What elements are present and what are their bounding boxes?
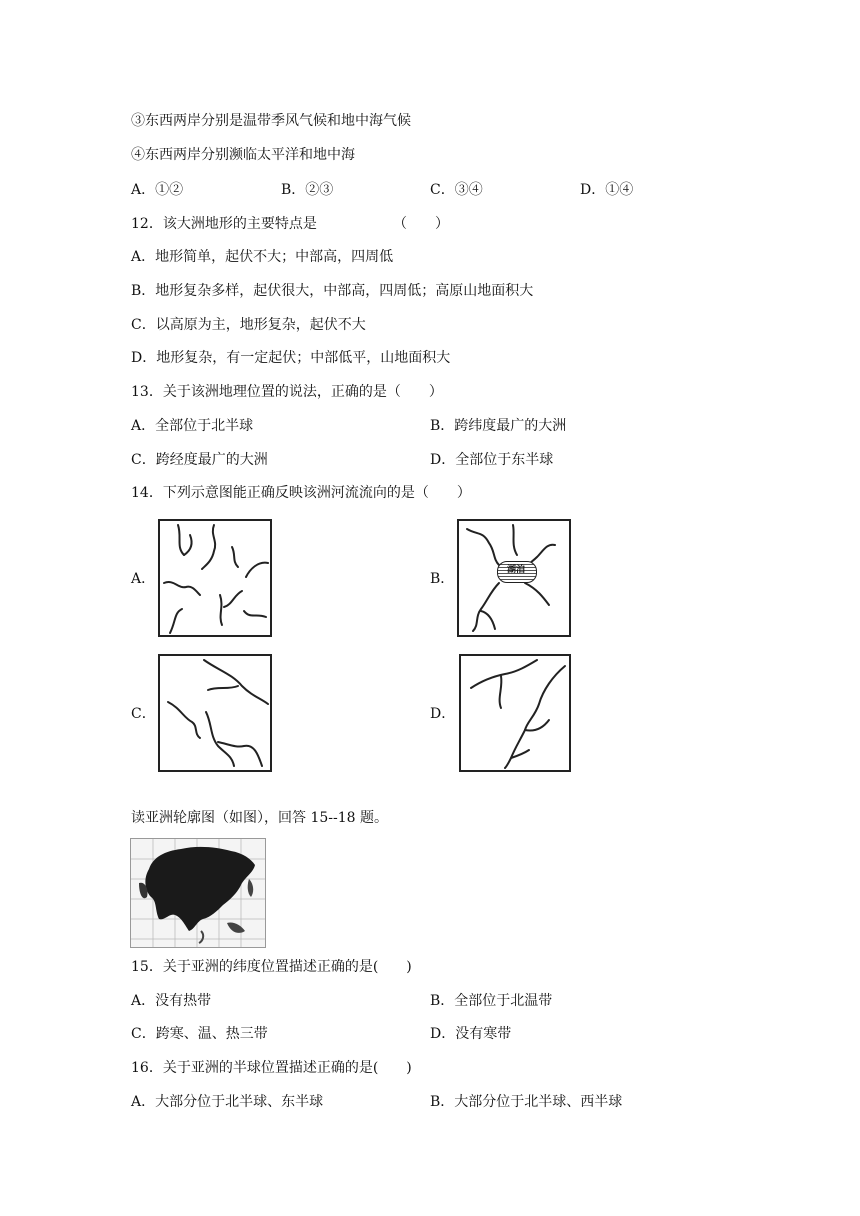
river-diagram-d <box>459 654 571 772</box>
river-diagram-c <box>158 654 272 772</box>
lake-label: 湖泊 <box>506 565 525 575</box>
q12-option-b: B．地形复杂多样，起伏很大，中部高，四周低；高原山地面积大 <box>131 283 534 299</box>
q14-label-c: C． <box>131 706 156 722</box>
q15-option-c: C．跨寒、温、热三带 <box>131 1026 268 1042</box>
q14-label-d: D． <box>430 706 456 722</box>
q14-label-b: B． <box>430 571 455 587</box>
q16-option-b: B．大部分位于北半球、西半球 <box>430 1094 623 1110</box>
statement-3: ③东西两岸分别是温带季风气候和地中海气候 <box>131 113 411 129</box>
asia-outline-map <box>130 838 266 948</box>
q12-option-c: C．以高原为主，地形复杂，起伏不大 <box>131 317 366 333</box>
river-diagram-b <box>457 519 571 637</box>
q12-option-d: D．地形复杂，有一定起伏；中部低平，山地面积大 <box>131 350 451 366</box>
q11-option-d: D．①④ <box>580 182 634 198</box>
q12-answer-paren: （ ） <box>393 216 449 232</box>
q13-stem: 13．关于该洲地理位置的说法，正确的是（ ） <box>131 384 443 400</box>
q14-label-a: A． <box>131 571 156 587</box>
statement-4: ④东西两岸分别濒临太平洋和地中海 <box>131 147 355 163</box>
q12-option-a: A．地形简单，起伏不大；中部高，四周低 <box>131 249 394 265</box>
q16-stem: 16．关于亚洲的半球位置描述正确的是( ) <box>131 1060 412 1076</box>
q15-option-d: D．没有寒带 <box>430 1026 512 1042</box>
q15-stem: 15．关于亚洲的纬度位置描述正确的是( ) <box>131 959 412 975</box>
q16-option-a: A．大部分位于北半球、东半球 <box>131 1094 324 1110</box>
q13-option-d: D．全部位于东半球 <box>430 452 554 468</box>
q15-option-b: B．全部位于北温带 <box>430 993 553 1009</box>
q11-option-c: C．③④ <box>430 182 483 198</box>
q14-stem: 14．下列示意图能正确反映该洲河流流向的是（ ） <box>131 485 471 501</box>
q12-stem: 12．该大洲地形的主要特点是 <box>131 216 317 232</box>
q13-option-b: B．跨纬度最广的大洲 <box>430 418 567 434</box>
q13-option-a: A．全部位于北半球 <box>131 418 254 434</box>
q11-option-b: B．②③ <box>281 182 334 198</box>
reading-prompt: 读亚洲轮廓图（如图），回答 15--18 题。 <box>131 810 388 826</box>
q13-option-c: C．跨经度最广的大洲 <box>131 452 268 468</box>
q11-option-a: A．①② <box>131 182 184 198</box>
river-diagram-a <box>158 519 272 637</box>
q15-option-a: A．没有热带 <box>131 993 212 1009</box>
